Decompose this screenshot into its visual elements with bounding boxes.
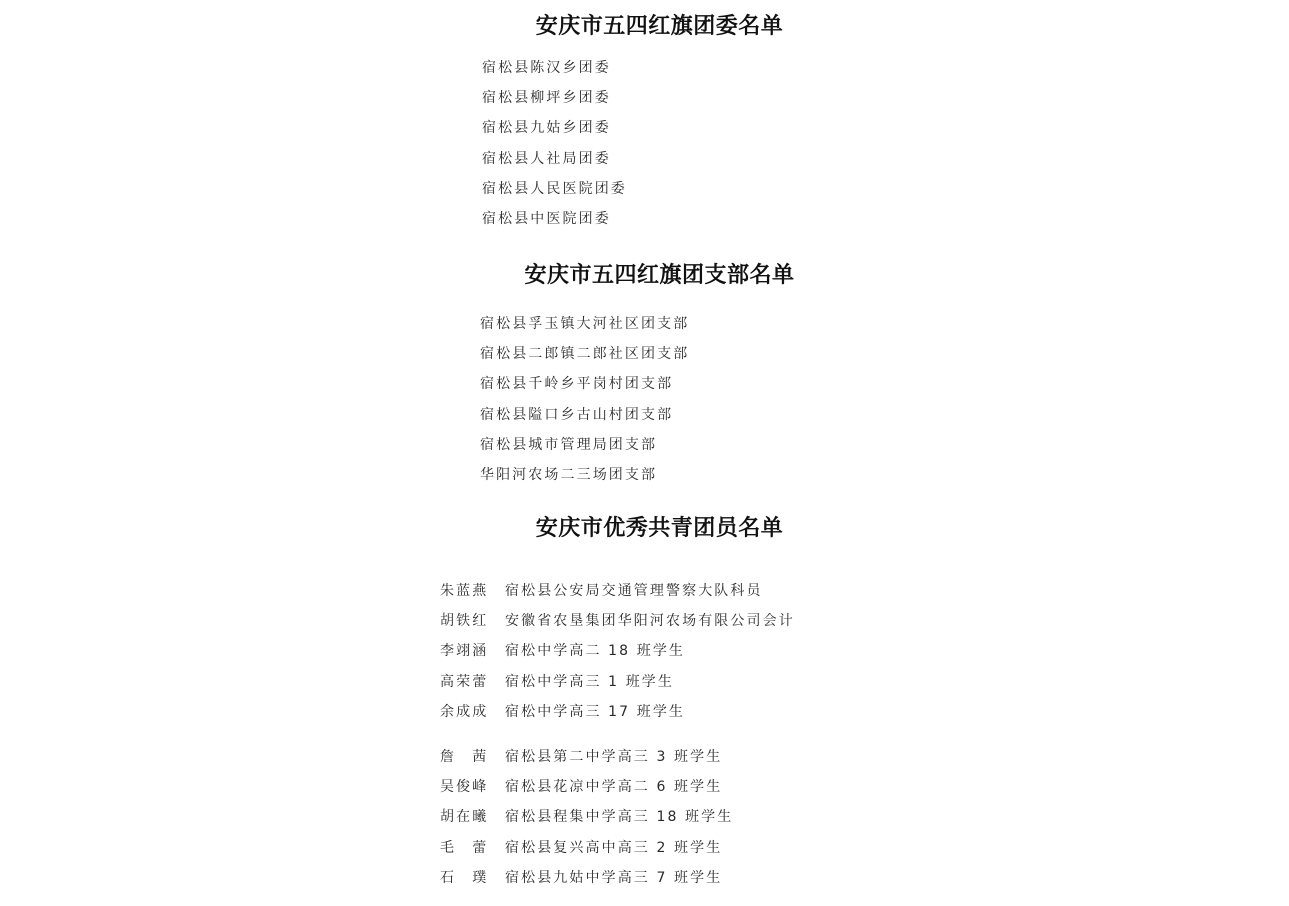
list-item: 宿松县千岭乡平岗村团支部 <box>480 376 674 393</box>
member-row <box>440 837 733 867</box>
member-description: 宿松县程集中学高三 18 班学生 <box>505 809 734 826</box>
member-description: 宿松县花凉中学高二 6 班学生 <box>505 779 723 796</box>
list-item: 宿松县人社局团委 <box>482 150 611 167</box>
member-row <box>440 746 733 776</box>
member-name: 李翊涵 <box>440 643 489 660</box>
committee-list <box>482 57 627 238</box>
member-name: 胡在曦 <box>440 809 489 826</box>
member-description: 安徽省农垦集团华阳河农场有限公司会计 <box>505 613 795 630</box>
member-row <box>440 776 733 806</box>
member-name: 朱蓝燕 <box>440 583 489 599</box>
list-item: 宿松县柳坪乡团委 <box>482 90 611 107</box>
list-item: 宿松县孚玉镇大河社区团支部 <box>480 316 690 332</box>
member-row <box>440 640 795 670</box>
member-description: 宿松县第二中学高三 3 班学生 <box>505 749 723 765</box>
list-item: 宿松县隘口乡古山村团支部 <box>480 406 674 423</box>
list-item: 宿松县中医院团委 <box>482 210 611 227</box>
member-description: 宿松中学高三 17 班学生 <box>505 703 686 720</box>
section-title-red-flag-committees: 安庆市五四红旗团委名单 <box>535 13 784 39</box>
member-row <box>440 610 795 640</box>
section-title-red-flag-branches: 安庆市五四红旗团支部名单 <box>524 262 795 288</box>
list-item: 宿松县陈汉乡团委 <box>482 60 611 76</box>
member-row <box>440 580 795 610</box>
member-list <box>440 580 795 731</box>
member-row <box>440 867 733 897</box>
member-row <box>440 671 795 701</box>
member-name: 毛 蕾 <box>440 839 489 856</box>
section-title-excellent-members: 安庆市优秀共青团员名单 <box>535 515 784 541</box>
member-row <box>440 806 733 836</box>
member-name: 吴俊峰 <box>440 779 489 796</box>
member-description: 宿松县复兴高中高三 2 班学生 <box>505 839 723 856</box>
member-name: 高荣蕾 <box>440 673 489 690</box>
member-description: 宿松县九姑中学高三 7 班学生 <box>505 869 723 886</box>
member-name: 胡铁红 <box>440 613 489 630</box>
member-description: 宿松中学高三 1 班学生 <box>505 673 675 690</box>
list-item: 宿松县九姑乡团委 <box>482 120 611 137</box>
member-name: 詹 茜 <box>440 749 489 765</box>
list-item: 宿松县二郎镇二郎社区团支部 <box>480 346 690 363</box>
list-item: 华阳河农场二三场团支部 <box>480 466 658 483</box>
member-name: 余成成 <box>440 703 489 720</box>
member-description: 宿松中学高二 18 班学生 <box>505 643 686 660</box>
member-row <box>440 701 795 731</box>
member-list-continued <box>440 746 733 897</box>
branch-list <box>480 313 689 494</box>
list-item: 宿松县人民医院团委 <box>482 180 627 197</box>
member-description: 宿松县公安局交通管理警察大队科员 <box>505 583 763 599</box>
list-item: 宿松县城市管理局团支部 <box>480 436 658 453</box>
member-name: 石 璞 <box>440 869 489 886</box>
